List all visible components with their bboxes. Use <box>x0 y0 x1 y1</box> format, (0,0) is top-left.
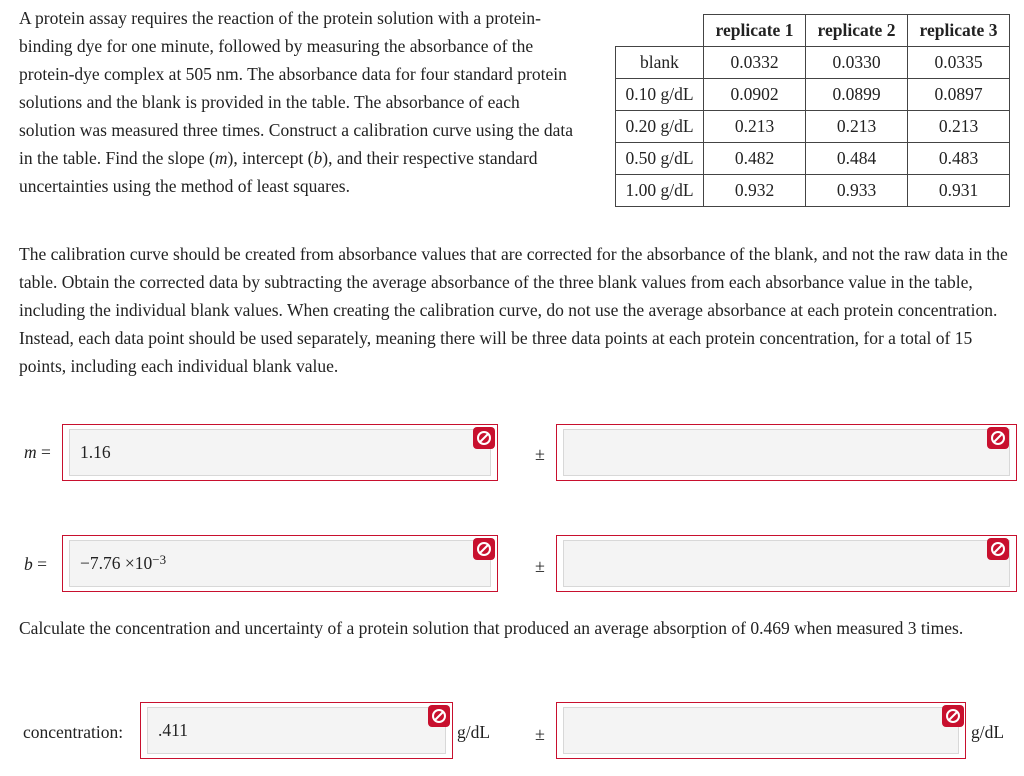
concentration-uncertainty-input[interactable] <box>563 707 959 754</box>
table-cell: 0.213 <box>806 111 908 143</box>
correction-instructions: The calibration curve should be created from absorbance values that are corrected for the absorbance of the blank, and not the raw data in the table. Obtain the corrected data by subtracting the average absorbance of the three blank values from each absorbance value in the table, including the individual blank values. When creating the calibration curve, do not use the average absorbance at each protein concentration. Instead, each data point should be used separately, meaning there will be three data points at each protein concentration, for a total of 15 points, including each individual blank value. <box>19 244 1008 376</box>
table-row <box>616 143 1010 175</box>
intercept-input[interactable]: −7.76 ×10 $^{-3}$ <box>69 540 491 587</box>
incorrect-icon <box>942 705 964 727</box>
table-cell: 0.482 <box>704 143 806 175</box>
table-row <box>616 47 1010 79</box>
incorrect-icon <box>473 427 495 449</box>
slope-answer-box <box>62 424 498 481</box>
slope-input[interactable]: 1.16 <box>69 429 491 476</box>
concentration-input[interactable]: .411 <box>147 707 446 754</box>
intercept-uncertainty-input[interactable] <box>563 540 1010 587</box>
table-cell: 0.932 <box>704 175 806 207</box>
concentration-uncertainty-box <box>556 702 966 759</box>
incorrect-icon <box>987 538 1009 560</box>
row-label: 1.00 g/dL <box>616 175 704 207</box>
concentration-question: Calculate the concentration and uncertainty of a protein solution that produced an average absorption of 0.469 when measured 3 times. <box>19 618 964 638</box>
incorrect-icon <box>987 427 1009 449</box>
plus-minus-sign: ± <box>535 724 545 744</box>
header-replicate-1: replicate 1 <box>704 15 806 47</box>
slope-uncertainty-box <box>556 424 1017 481</box>
concentration-unit: g/dL <box>457 722 491 742</box>
row-label: 0.10 g/dL <box>616 79 704 111</box>
table-cell: 0.933 <box>806 175 908 207</box>
table-cell: 0.0899 <box>806 79 908 111</box>
problem-intro: A protein assay requires the reaction of the protein solution with a protein-binding dye for one minute, followed by measuring the absorbance of the protein-dye complex at 505 nm. The absorbance data for four standard protein solutions and the blank is provided in the table. The absorbance of each solution was measured three times. Construct a calibration curve using the data in the table. Find the slope (m), intercept (b), and their respective standard uncertainties using the method of least squares. <box>19 8 574 196</box>
table-cell: 0.484 <box>806 143 908 175</box>
table-row <box>616 79 1010 111</box>
table-cell: 0.483 <box>908 143 1010 175</box>
row-label: 0.20 g/dL <box>616 111 704 143</box>
table-corner <box>616 15 704 47</box>
intercept-uncertainty-box <box>556 535 1017 592</box>
header-replicate-2: replicate 2 <box>806 15 908 47</box>
concentration-label: concentration: <box>23 722 124 742</box>
table-cell: 0.931 <box>908 175 1010 207</box>
row-label: blank <box>616 47 704 79</box>
slope-label: m = <box>24 442 51 462</box>
intercept-label: b = <box>24 554 47 574</box>
table-cell: 0.213 <box>908 111 1010 143</box>
plus-minus-sign: ± <box>535 556 545 576</box>
row-label: 0.50 g/dL <box>616 143 704 175</box>
incorrect-icon <box>473 538 495 560</box>
plus-minus-sign: ± <box>535 444 545 464</box>
concentration-answer-box <box>140 702 453 759</box>
absorbance-table <box>615 14 1010 207</box>
table-cell: 0.0897 <box>908 79 1010 111</box>
table-header-row <box>616 15 1010 47</box>
incorrect-icon <box>428 705 450 727</box>
table-cell: 0.213 <box>704 111 806 143</box>
table-row <box>616 111 1010 143</box>
table-cell: 0.0902 <box>704 79 806 111</box>
table-row <box>616 175 1010 207</box>
table-cell: 0.0330 <box>806 47 908 79</box>
intercept-answer-box <box>62 535 498 592</box>
header-replicate-3: replicate 3 <box>908 15 1010 47</box>
slope-uncertainty-input[interactable] <box>563 429 1010 476</box>
table-cell: 0.0332 <box>704 47 806 79</box>
concentration-uncertainty-unit: g/dL <box>971 722 1005 742</box>
table-cell: 0.0335 <box>908 47 1010 79</box>
